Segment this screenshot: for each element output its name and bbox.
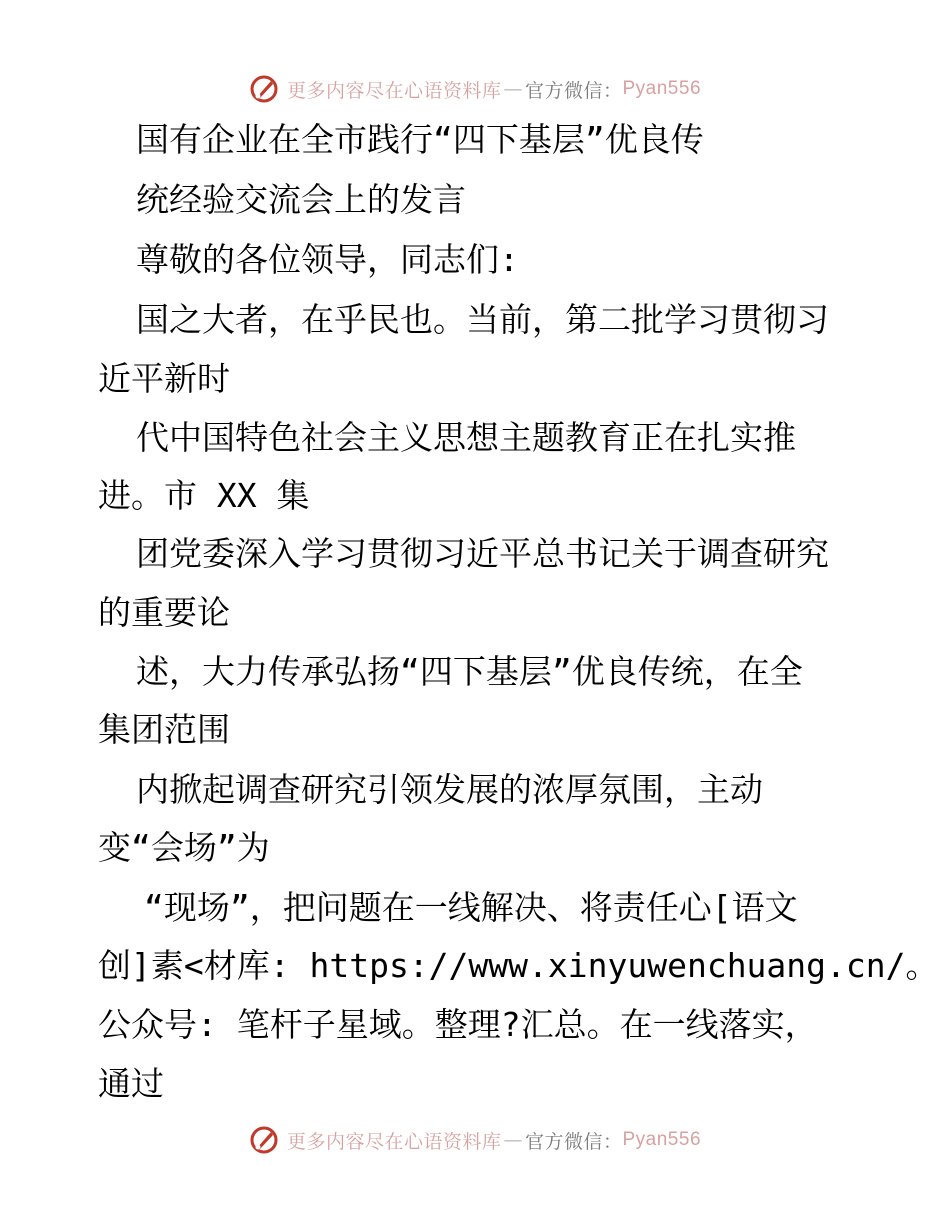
banner-wechat-label: 官方微信： [524,79,623,102]
doc-paragraph-line: 公众号: 笔杆子星域。整理?汇总。在一线落实， [98,1005,818,1044]
doc-paragraph-line: 述，大力传承弘扬“四下基层”优良传统，在全 [136,652,803,691]
doc-paragraph-line: 创]素<材库: https://www.xinyuwenchuang.cn/。 [98,946,939,985]
doc-title-line-2: 统经验交流会上的发言 [136,180,466,219]
banner-title: 更多内容尽在心语资料库 [286,79,502,102]
quill-logo-icon [249,1125,279,1155]
doc-paragraph-line: 内掀起调查研究引领发展的浓厚氛围，主动 [136,770,763,809]
quill-logo-icon [249,74,279,104]
doc-paragraph-line: 代中国特色社会主义思想主题教育正在扎实推 [136,418,796,457]
footer-banner [0,1120,950,1160]
banner-separator: — [503,1129,523,1151]
banner-title: 更多内容尽在心语资料库 [286,1130,502,1153]
doc-paragraph-line: 进。市 XX 集 [98,476,310,515]
doc-title-line-1: 国有企业在全市践行“四下基层”优良传 [136,120,704,159]
banner-separator: — [503,78,523,100]
banner-wechat-label: 官方微信： [524,1130,623,1153]
doc-paragraph-line: 变“会场”为 [98,828,270,867]
doc-paragraph-line: 通过 [98,1064,164,1103]
doc-salutation: 尊敬的各位领导，同志们: [136,240,519,279]
doc-paragraph-line: 国之大者，在乎民也。当前，第二批学习贯彻习 [136,300,829,339]
doc-paragraph-line: 近平新时 [98,359,230,398]
doc-paragraph-line: “现场”，把问题在一线解决、将责任心[语文 [144,888,798,927]
doc-paragraph-line: 团党委深入学习贯彻习近平总书记关于调查研究 [136,534,829,573]
doc-paragraph-line: 的重要论 [98,593,230,632]
doc-paragraph-line: 集团范围 [98,710,230,749]
header-banner [0,69,950,109]
banner-wechat-id: Pyan556 [622,1129,702,1150]
banner-wechat-id: Pyan556 [622,78,702,99]
